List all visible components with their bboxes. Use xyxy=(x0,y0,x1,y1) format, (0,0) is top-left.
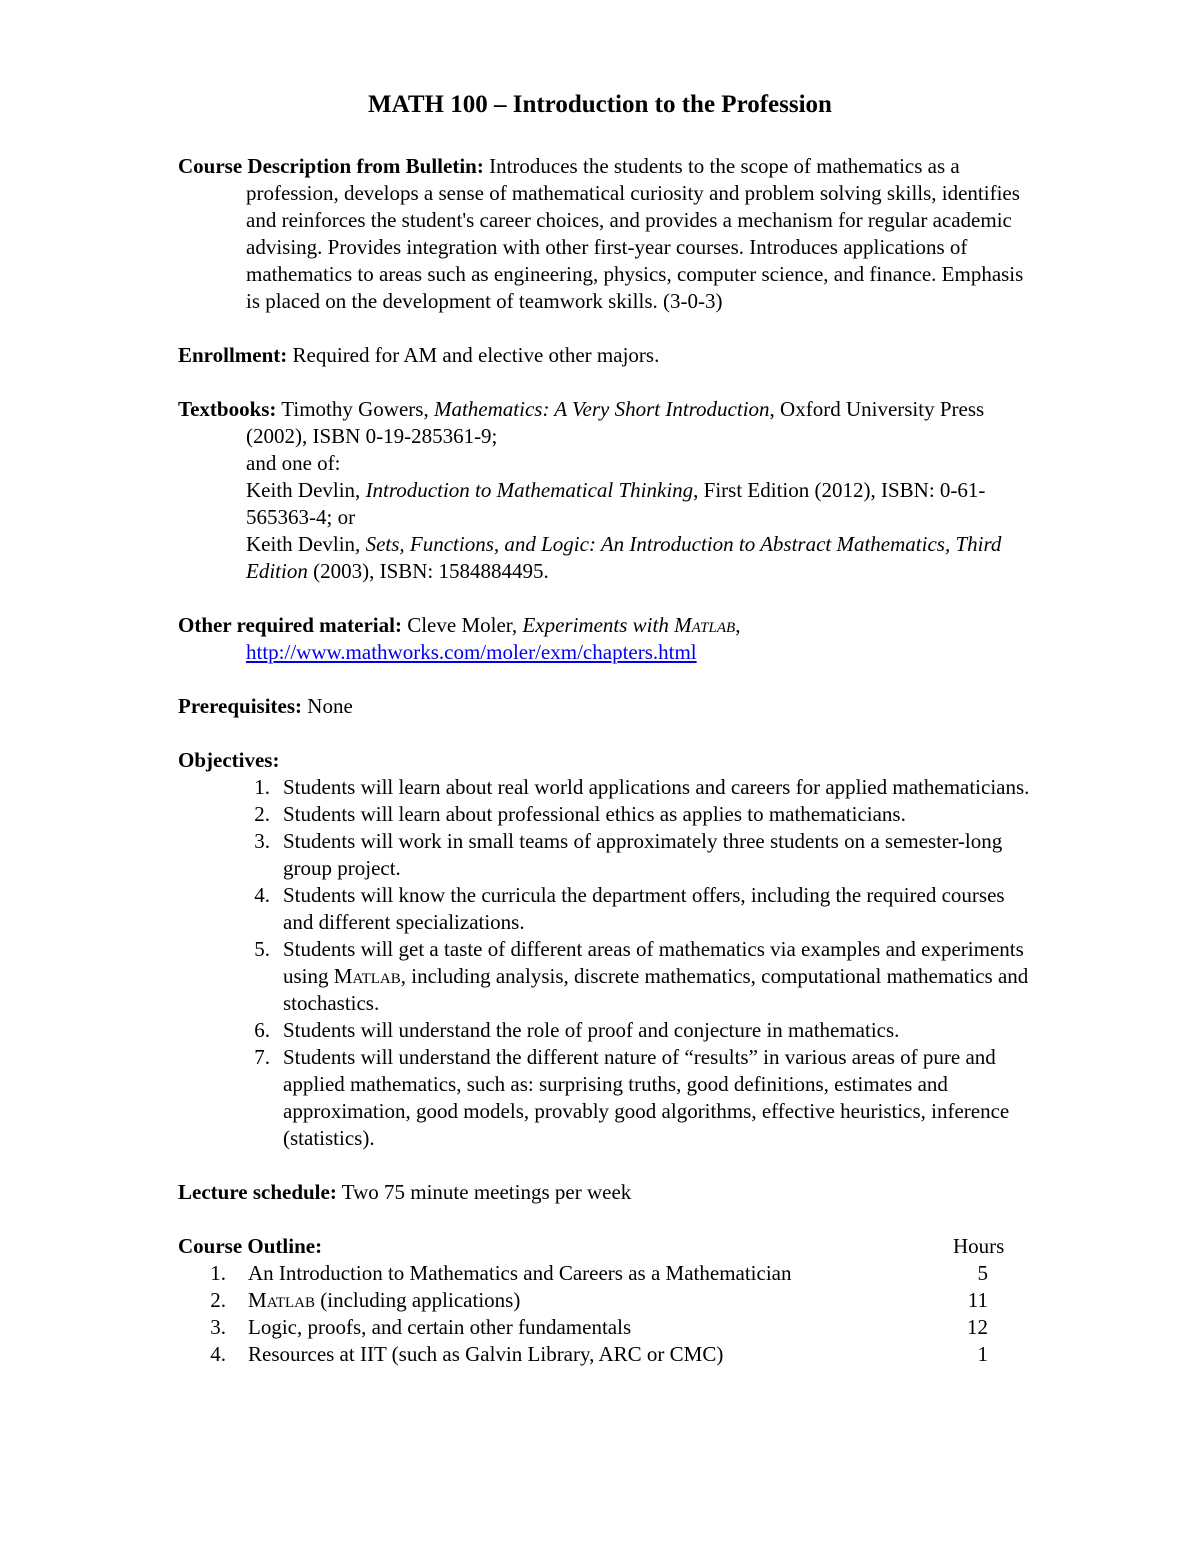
list-item: 2. Students will learn about professional ethics as applies to mathematicians. xyxy=(254,802,906,826)
course-description-text: Introduces the students to the scope of mathematics as a profession, develops a sense of mathematical curiosity and problem solving skills, identifies and reinforces the student's career choices, and provides a mechanism for regular academic advising. Provides integration with other first-year courses. Introduces applications of mathematics to areas such as engineering, physics, computer science, and finance. Emphasis is placed on the development of teamwork skills. (3-0-3) xyxy=(246,154,1024,313)
enrollment-label: Enrollment: xyxy=(178,343,288,367)
course-outline-label: Course Outline: xyxy=(178,1234,323,1258)
textbook-3-details: (2003), ISBN: 1584884495. xyxy=(307,559,549,583)
textbook-1-author: Timothy Gowers, xyxy=(281,397,429,421)
and-one-of: and one of: xyxy=(246,451,341,475)
textbook-3-author: Keith Devlin, xyxy=(246,532,361,556)
lecture-schedule-text: Two 75 minute meetings per week xyxy=(341,1180,632,1204)
textbook-1-title: Mathematics: A Very Short Introduction xyxy=(433,397,770,421)
textbook-2-author: Keith Devlin, xyxy=(246,478,361,502)
objectives-label: Objectives: xyxy=(178,748,280,772)
enrollment-text: Required for AM and elective other majors. xyxy=(292,343,660,367)
syllabus-content xyxy=(178,153,1038,1368)
other-material-author: Cleve Moler, xyxy=(407,613,518,637)
other-required-material xyxy=(178,612,1038,666)
table-row: 4. Resources at IIT (such as Galvin Library, ARC or CMC) 1 xyxy=(210,1342,988,1366)
textbook-2-details: , First Edition (2012), ISBN: 0-61-565363-4; or xyxy=(246,478,986,529)
textbook-2-title: Introduction to Mathematical Thinking xyxy=(365,478,694,502)
course-description-label: Course Description from Bulletin: xyxy=(178,154,484,178)
enrollment xyxy=(178,342,1038,369)
other-material-label: Other required material: xyxy=(178,613,402,637)
course-outline xyxy=(178,1233,1038,1368)
other-material-line: Other required material: Cleve Moler, Experiments with Matlab, xyxy=(178,613,741,637)
lecture-schedule-label: Lecture schedule: xyxy=(178,1180,337,1204)
prerequisites-label: Prerequisites: xyxy=(178,694,303,718)
list-item: 7. Students will understand the different nature of “results” in various areas of pure and applied mathematics, such as: surprising truths, good definitions, estimates and approximation, good models, provably good algorithms, effective heuristics, inference (statistics). xyxy=(254,1045,1010,1150)
textbook-3-title: Sets, Functions, and Logic: An Introduction to Abstract Mathematics, Third Edition xyxy=(246,532,1002,583)
list-item: 1. Students will learn about real world applications and careers for applied mathematicians. xyxy=(254,775,1030,799)
prerequisites-text: None xyxy=(307,694,353,718)
textbooks xyxy=(178,396,1038,585)
lecture-schedule xyxy=(178,1179,1038,1206)
list-item: 4. Students will know the curricula the department offers, including the required courses and different specializations. xyxy=(254,883,1005,934)
table-row: 2. Matlab (including applications) 11 xyxy=(210,1288,988,1312)
list-item: 3. Students will work in small teams of approximately three students on a semester-long group project. xyxy=(254,829,1003,880)
hours-column-header: Hours xyxy=(953,1234,1005,1258)
matlab-experiments-link[interactable]: http://www.mathworks.com/moler/exm/chapters.html xyxy=(246,640,697,664)
prerequisites xyxy=(178,693,1038,720)
other-material-url-line xyxy=(178,639,1038,666)
other-material-title: Experiments with Matlab xyxy=(522,613,736,637)
course-outline-list xyxy=(178,1260,1038,1368)
table-row: 1. An Introduction to Mathematics and Careers as a Mathematician 5 xyxy=(210,1261,988,1285)
objectives-list xyxy=(178,774,1038,1152)
list-item: 6. Students will understand the role of proof and conjecture in mathematics. xyxy=(254,1018,900,1042)
course-outline-header xyxy=(178,1233,1038,1260)
textbook-1-details: , Oxford University Press (2002), ISBN 0-19-285361-9; xyxy=(246,397,985,448)
textbooks-label: Textbooks: xyxy=(178,397,277,421)
textbook-3 xyxy=(178,531,1038,585)
list-item: 5. Students will get a taste of different areas of mathematics via examples and experiments using Matlab, including analysis, discrete mathematics, computational mathematics and stochastics. xyxy=(254,937,1029,1015)
textbook-1 xyxy=(178,396,1038,450)
table-row: 3. Logic, proofs, and certain other fundamentals 12 xyxy=(210,1315,988,1339)
course-description xyxy=(178,153,1038,315)
textbook-2 xyxy=(178,477,1038,531)
objectives xyxy=(178,747,1038,1152)
page-title: MATH 100 – Introduction to the Profession xyxy=(368,91,832,118)
